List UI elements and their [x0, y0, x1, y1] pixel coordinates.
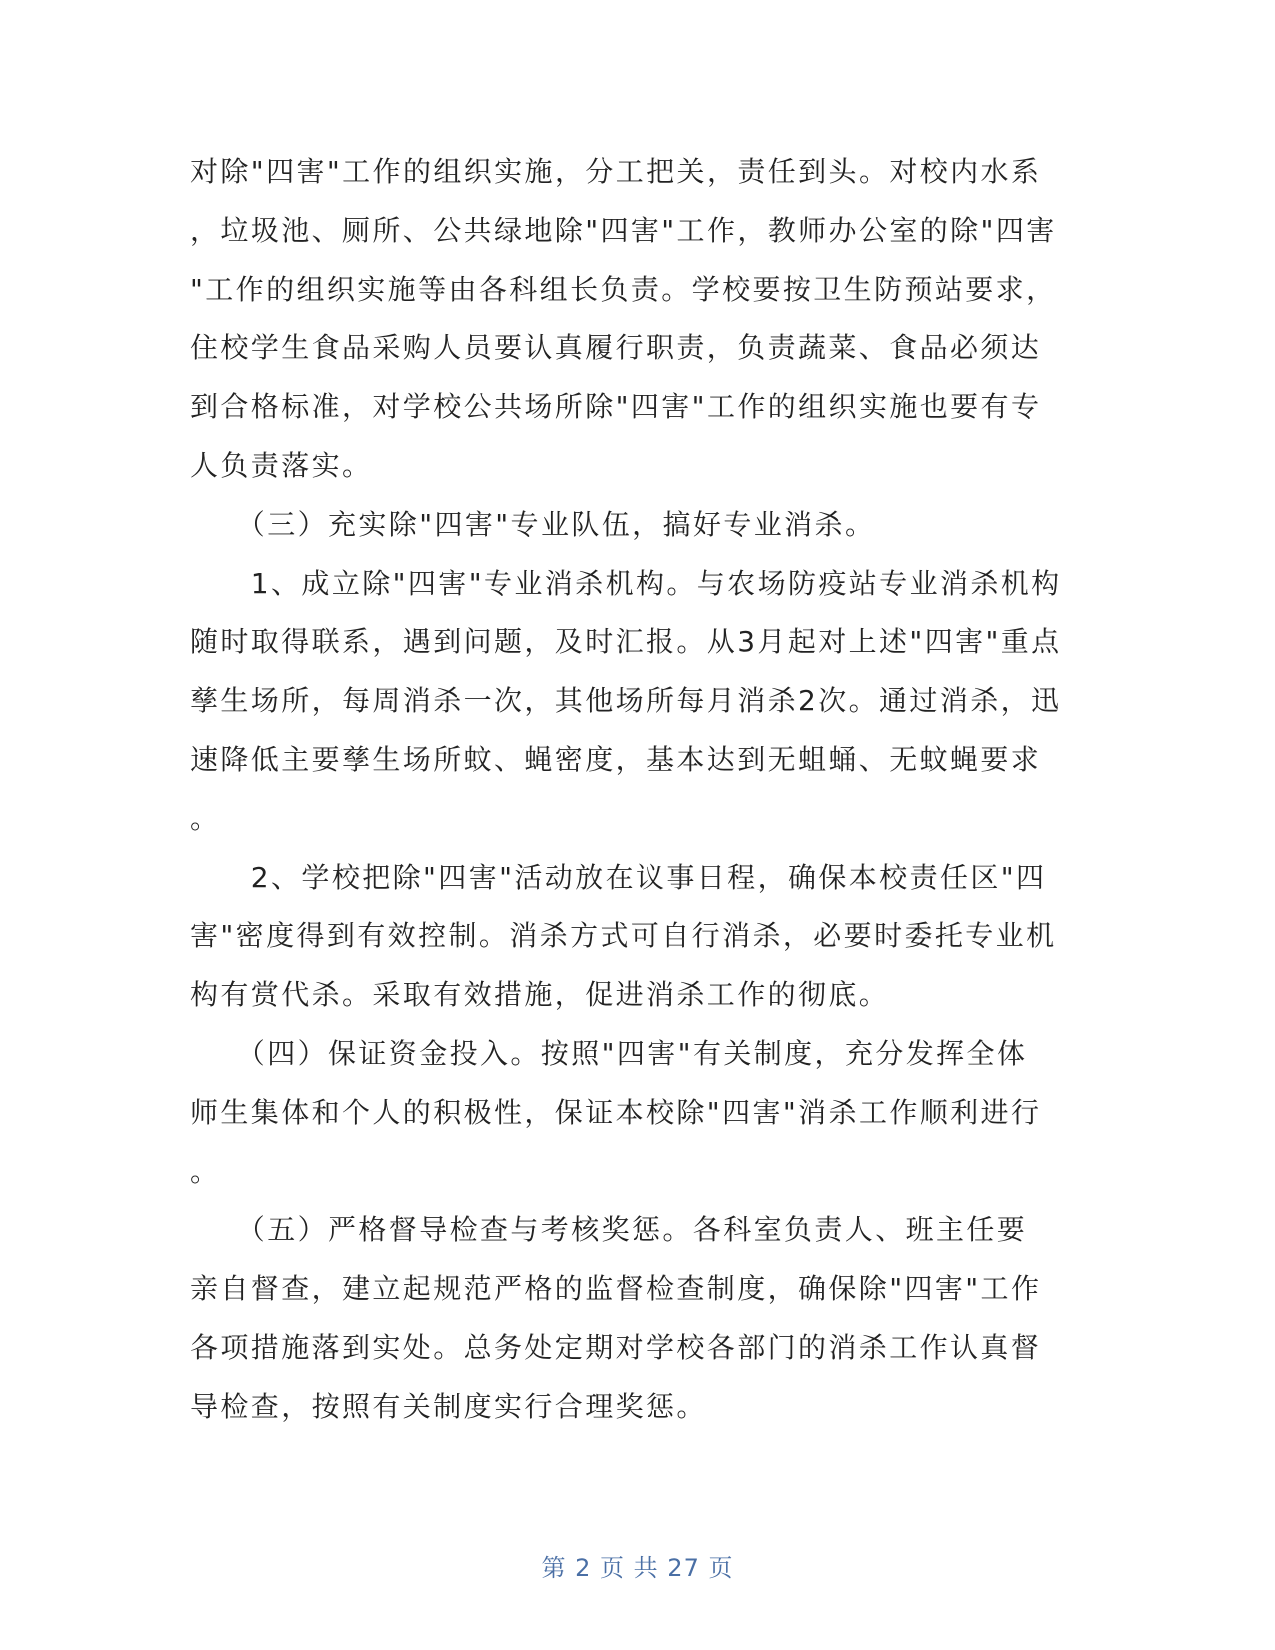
document-body: [190, 143, 1095, 1437]
page-number-footer: 第 2 页 共 27 页: [541, 1554, 734, 1582]
paragraph-1: 对除"四害"工作的组织实施，分工把关，责任到头。对校内水系 ，垃圾池、厕所、公共绿地除"四害"工作，教师办公室的除"四害 "工作的组织实施等由各科组长负责。学校要按卫生防预站要求， 住校学生食品采购人员要认真履行职责，负责蔬菜、食品必须达 到合格标准，对学校公共场所除"四害"工作的组织实施也要有专 人负责落实。: [190, 155, 1057, 482]
paragraph-3: 1、成立除"四害"专业消杀机构。与农场防疫站专业消杀机构 随时取得联系，遇到问题，及时汇报。从3月起对上述"四害"重点 孳生场所，每周消杀一次，其他场所每月消杀2次。通过消杀，迅 速降低主要孳生场所蚊、蝇密度，基本达到无蛆蛹、无蚊蝇要求 。: [190, 566, 1062, 835]
paragraph-6: （五）严格督导检查与考核奖惩。各科室负责人、班主任要 亲自督查，建立起规范严格的监督检查制度，确保除"四害"工作 各项措施落到实处。总务处定期对学校各部门的消杀工作认真督 导检查，按照有关制度实行合理奖惩。: [190, 1213, 1042, 1423]
paragraph-2: （三）充实除"四害"专业队伍，搞好专业消杀。: [190, 507, 876, 541]
paragraph-4: 2、学校把除"四害"活动放在议事日程，确保本校责任区"四 害"密度得到有效控制。消杀方式可自行消杀，必要时委托专业机 构有赏代杀。采取有效措施，促进消杀工作的彻底。: [190, 860, 1057, 1012]
paragraph-5: （四）保证资金投入。按照"四害"有关制度，充分发挥全体 师生集体和个人的积极性，保证本校除"四害"消杀工作顺利进行 。: [190, 1036, 1042, 1188]
